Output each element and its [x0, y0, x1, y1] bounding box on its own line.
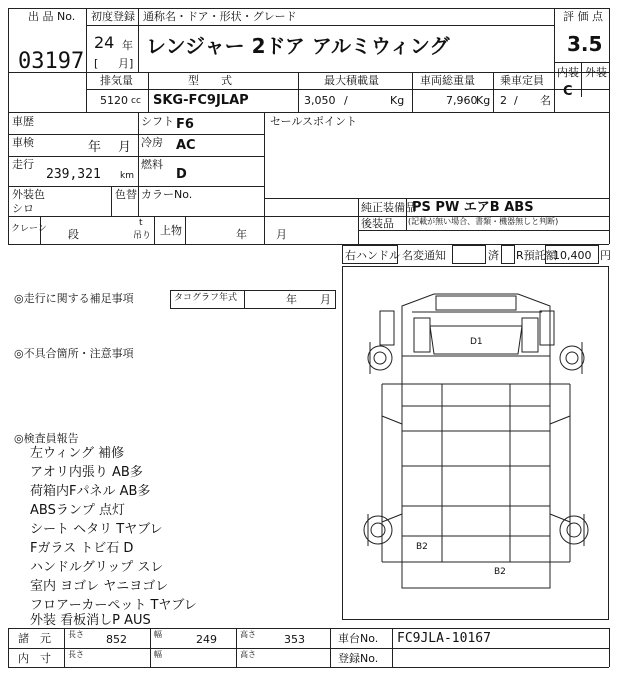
- report-line: 左ウィング 補修: [30, 446, 125, 461]
- width-label: 幅: [154, 630, 162, 639]
- report-line: ハンドルグリップ スレ: [30, 560, 164, 575]
- driving-notes-title: ◎走行に関する補足事項: [14, 292, 134, 305]
- crane-lift-label: 吊り: [133, 231, 152, 241]
- max-load-separator: /: [344, 94, 348, 107]
- chassis-number: FC9JLA-10167: [397, 631, 491, 646]
- chassis-label: 車台No.: [338, 632, 379, 645]
- capacity-separator: /: [514, 94, 518, 107]
- history-label: 車歴: [12, 115, 34, 128]
- mileage-unit: km: [120, 171, 134, 181]
- max-load-unit: Kg: [390, 94, 405, 107]
- max-load-value: 3,050: [304, 94, 336, 107]
- model-label: 型 式: [188, 74, 232, 87]
- damage-mark-d1: D1: [470, 337, 483, 347]
- crane-stage-unit: 段: [68, 228, 79, 241]
- name-change-label: 名変通知: [402, 249, 446, 262]
- report-line: ABSランプ 点灯: [30, 503, 125, 518]
- report-line: 外装 看板消しP AUS: [30, 613, 151, 628]
- shift-value: F6: [176, 117, 194, 132]
- report-line: フロアーカーペット Tヤブレ: [30, 598, 197, 613]
- report-line: シート ヘタリ Tヤブレ: [30, 522, 163, 537]
- truck-diagram: [342, 266, 612, 621]
- defects-title: ◎不具合箇所・注意事項: [14, 347, 134, 360]
- lot-label: 出 品 No.: [28, 10, 76, 23]
- equipment-label: 純正装備品: [361, 201, 416, 214]
- inspection-month-unit: 月: [118, 140, 132, 155]
- mileage-value: 239,321: [46, 167, 101, 182]
- crane-label: クレーン: [11, 224, 47, 234]
- fuel-label: 燃料: [141, 158, 163, 171]
- tachograph-month-unit: 月: [320, 293, 331, 306]
- inner-length-label: 長さ: [68, 650, 84, 659]
- height-label: 高さ: [240, 630, 256, 639]
- inner-height-label: 高さ: [240, 650, 256, 659]
- r-deposit-unit: 円: [600, 249, 611, 262]
- recycle-label: 済: [488, 249, 499, 262]
- name-change-box: [452, 245, 486, 264]
- tachograph-year-unit: 年: [286, 293, 297, 306]
- width-value: 249: [196, 633, 217, 646]
- damage-mark-b2-bottom: B2: [494, 567, 506, 577]
- ac-value: AC: [176, 138, 196, 153]
- registration-number-label: 登録No.: [338, 652, 379, 665]
- displacement-value: 5120: [100, 94, 128, 107]
- inner-dimension-label: 内 寸: [18, 652, 51, 665]
- car-name: レンジャー 2ドア アルミウィング: [146, 34, 450, 58]
- registration-month-unit: 月]: [118, 57, 134, 70]
- report-line: アオリ内張り AB多: [30, 465, 143, 480]
- report-line: 室内 ヨゴレ ヤニヨゴレ: [30, 579, 169, 594]
- exterior-color-value: シロ: [12, 202, 34, 215]
- color-change-label: 色替: [115, 188, 137, 201]
- registration-year: 24: [94, 33, 115, 52]
- r-deposit-value: 10,400: [553, 249, 592, 262]
- r-deposit-label: R預託額: [516, 249, 557, 262]
- gross-weight-label: 車両総重量: [420, 74, 475, 87]
- interior-grade: C: [563, 84, 573, 99]
- capacity-value: 2: [500, 94, 507, 107]
- displacement-unit: cc: [131, 96, 141, 106]
- first-registration-label: 初度登録: [91, 10, 135, 23]
- mileage-label: 走行: [12, 158, 34, 171]
- height-value: 353: [284, 633, 305, 646]
- equipment-value: PS PW エアB ABS: [412, 200, 534, 215]
- interior-label: 内装: [557, 66, 579, 79]
- score-label: 評 価 点: [563, 10, 603, 23]
- registration-month-bracket: [: [94, 57, 99, 70]
- inspector-report-title: ◎検査員報告: [14, 432, 79, 445]
- recycle-box: [501, 245, 515, 264]
- aftermarket-label: 後装品: [361, 217, 394, 230]
- length-label: 長さ: [68, 630, 84, 639]
- inspection-label: 車検: [12, 136, 34, 149]
- inner-width-label: 幅: [154, 650, 162, 659]
- max-load-label: 最大積載量: [324, 74, 379, 87]
- upper-body-label: 上物: [160, 224, 182, 237]
- report-line: 荷箱内Fパネル AB多: [30, 484, 151, 499]
- inspection-year-unit: 年: [88, 140, 102, 155]
- gross-weight-unit: Kg: [476, 94, 491, 107]
- damage-mark-b2-left: B2: [416, 542, 428, 552]
- spec-label: 諸 元: [18, 632, 51, 645]
- length-value: 852: [106, 633, 127, 646]
- exterior-label: 外装: [585, 66, 607, 79]
- color-code-label: カラーNo.: [141, 188, 193, 201]
- fuel-value: D: [176, 167, 187, 182]
- registration-year-unit: 年: [122, 39, 133, 52]
- gross-weight-value: 7,960: [446, 94, 478, 107]
- ac-label: 冷房: [141, 136, 163, 149]
- upper-body-month-unit: 月: [276, 228, 287, 241]
- crane-ton-label: t: [139, 218, 143, 228]
- displacement-label: 排気量: [100, 74, 133, 87]
- tachograph-label: タコグラフ年式: [174, 293, 238, 303]
- sales-point-label: セールスポイント: [270, 115, 358, 128]
- model-value: SKG-FC9JLAP: [153, 93, 249, 108]
- name-label: 通称名・ドア・形状・グレード: [143, 10, 297, 23]
- steering-value: 右ハンドル: [345, 249, 400, 262]
- capacity-label: 乗車定員: [500, 74, 544, 87]
- exterior-color-label: 外装色: [12, 188, 45, 201]
- report-line: Fガラス トビ石 D: [30, 541, 134, 556]
- lot-number: 03197: [18, 49, 85, 74]
- upper-body-year-unit: 年: [236, 228, 247, 241]
- capacity-unit: 名: [540, 94, 551, 107]
- score-value: 3.5: [567, 32, 603, 56]
- shift-label: シフト: [141, 115, 174, 128]
- aftermarket-note: (記載が無い場合、書類・機器無しと判断): [408, 217, 559, 226]
